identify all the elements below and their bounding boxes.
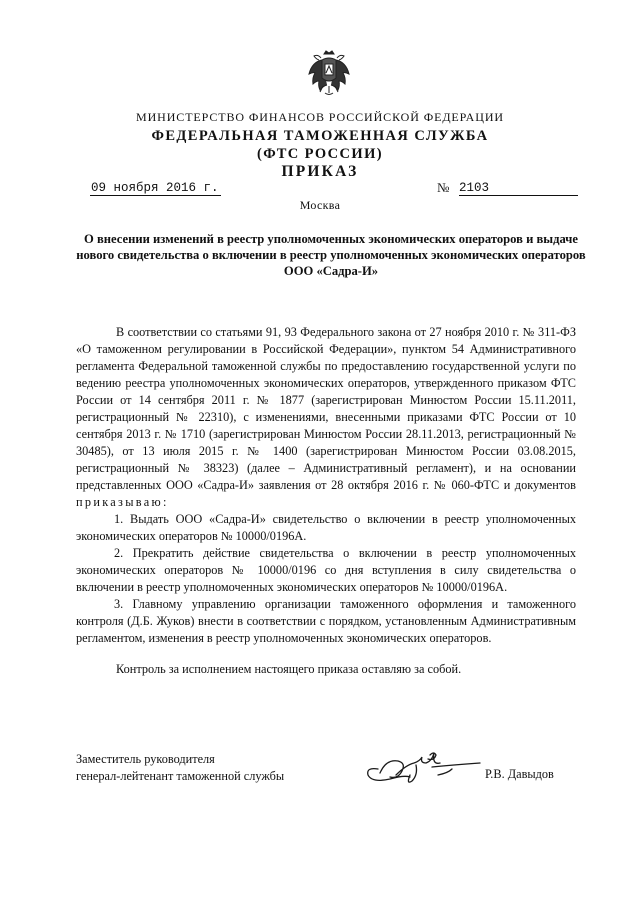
coat-of-arms-icon <box>307 48 351 98</box>
signer-position <box>76 751 284 785</box>
signer-name: Р.В. Давыдов <box>485 767 554 781</box>
intro-paragraph <box>76 324 576 511</box>
order-date: 09 ноября 2016 г. <box>90 181 221 196</box>
signer-position-line-2: генерал-лейтенант таможенной службы <box>76 769 285 783</box>
order-item-2: 2. Прекратить действие свидетельства о включении в реестр уполномоченных экономических операторов № 10000/0196 со дня вступления в силу свидетельства о включении в реестр уполномоченных экономических операторов № 10000/0196А. <box>76 546 576 594</box>
order-number-label: № <box>437 180 450 195</box>
document-type: ПРИКАЗ <box>281 163 359 180</box>
intro-text: В соответствии со статьями 91, 93 Федерального закона от 27 ноября 2010 г. № 311-ФЗ «О таможенном регулировании в Российской Федерации», пунктом 54 Административного регламента Федеральной таможенной службы по предоставлению государственной услуги по ведению реестра уполномоченных экономических операторов, утвержденного приказом ФТС России от 14 сентября 2011 г. № 1877 (зарегистрирован Минюстом России 15.11.2011, регистрационный № 22310), с изменениями, внесенными приказами ФТС России от 10 сентября 2013 г. № 1710 (зарегистрирован Минюстом России 28.11.2013, регистрационный № 30485), от 13 июля 2015 г. № 1400 (зарегистрирован Минюстом России 03.08.2015, регистрационный № 38323) (далее – Административный регламент), и на основании представленных ООО «Садра-И» заявления от 28 октября 2016 г. № 060-ФТС и документов <box>76 325 576 492</box>
order-title: О внесении изменений в реестр уполномоченных экономических операторов и выдаче нового свидетельства о включении в реестр уполномоченных экономических операторов ООО «Садра-И» <box>76 232 586 278</box>
order-item-3: 3. Главному управлению организации таможенного оформления и таможенного контроля (Д.Б. Жуков) внести в соответствии с порядком, установленным Административным регламентом, изменения в реестр уполномоченных экономических операторов. <box>76 597 576 645</box>
ministry-name: МИНИСТЕРСТВО ФИНАНСОВ РОССИЙСКОЙ ФЕДЕРАЦИИ <box>136 110 504 124</box>
order-word: приказываю: <box>76 495 169 509</box>
signer-position-line-1: Заместитель руководителя <box>76 752 215 766</box>
service-abbreviation: (ФТС РОССИИ) <box>256 146 384 162</box>
control-paragraph: Контроль за исполнением настоящего приказа оставляю за собой. <box>116 662 462 676</box>
order-number: 2103 <box>459 181 578 196</box>
service-name: ФЕДЕРАЛЬНАЯ ТАМОЖЕННАЯ СЛУЖБА <box>151 128 489 144</box>
city: Москва <box>299 198 341 212</box>
order-item-1: 1. Выдать ООО «Садра-И» свидетельство о включении в реестр уполномоченных экономических операторов № 10000/0196А. <box>76 512 576 543</box>
signature-icon <box>362 747 490 789</box>
order-body <box>76 324 576 678</box>
